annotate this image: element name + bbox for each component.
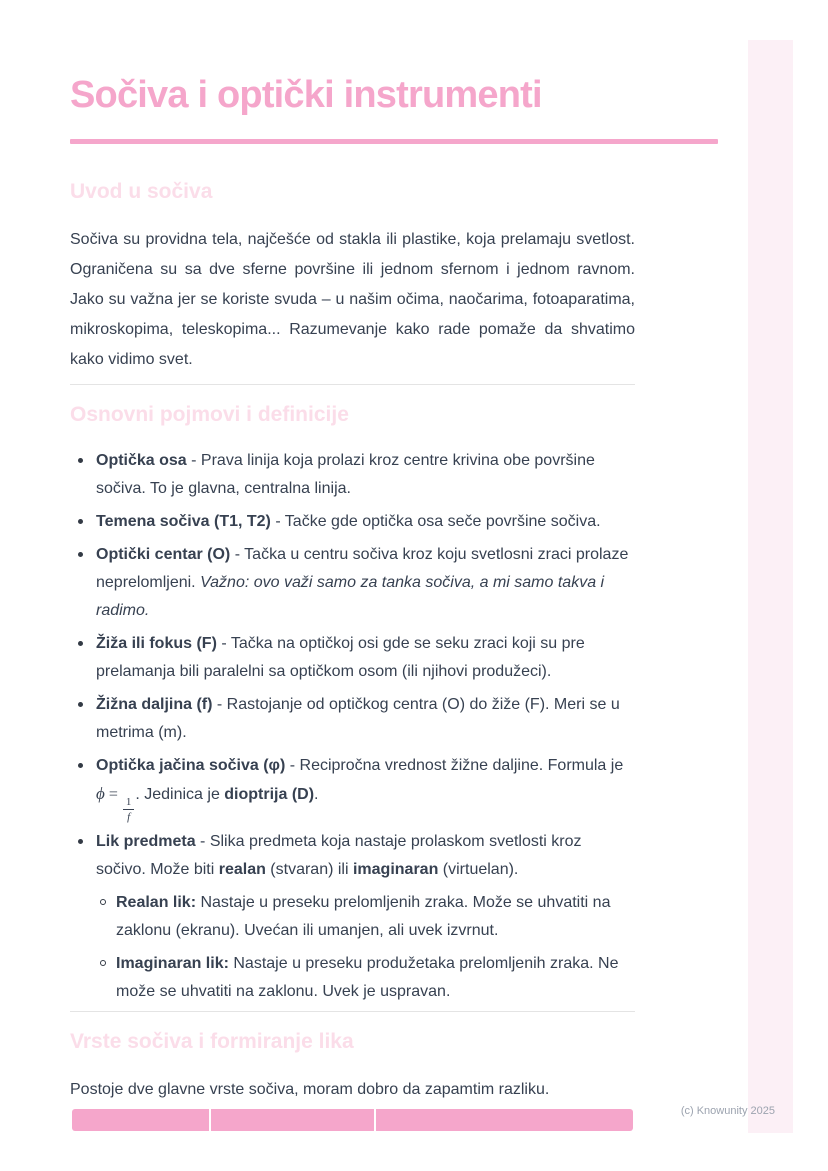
- definition-item: Realan lik: Nastaje u preseku prelomljenih zraka. Može se uhvatiti na zaklonu (ekranu). Uvećan ili umanjen, ali uvek izvrnut.: [92, 889, 635, 945]
- section-heading-pojmovi: Osnovni pojmovi i definicije: [70, 403, 349, 426]
- term-bold: realan: [218, 860, 266, 878]
- formula-phi-equals-one-over-f: ϕ = $\frac{1}{f}$: [96, 786, 135, 803]
- definitions-list: [70, 447, 635, 1006]
- term-bold: Imaginaran lik:: [116, 954, 229, 972]
- term-bold: Optička jačina sočiva (φ): [96, 757, 286, 774]
- definition-item: Temena sočiva (T1, T2) - Tačke gde optička osa seče površine sočiva.: [70, 508, 635, 536]
- term-bold: Žiža ili fokus (F): [96, 635, 217, 652]
- definition-item: Optička osa - Prava linija koja prolazi kroz centre krivina obe površine sočiva. To je glavna, centralna linija.: [70, 447, 635, 503]
- section-divider: [70, 384, 635, 385]
- table-header-row: [72, 1109, 633, 1131]
- definition-item: Imaginaran lik: Nastaje u preseku produžetaka prelomljenih zraka. Ne može se uhvatiti na zaklonu. Uvek je uspravan.: [92, 950, 635, 1006]
- page-title: Sočiva i optički instrumenti: [70, 74, 542, 116]
- section-divider: [70, 1011, 635, 1012]
- copyright-note: (c) Knowunity 2025: [680, 1105, 775, 1117]
- definition-item: Optički centar (O) - Tačka u centru sočiva kroz koju svetlosni zraci prolaze neprelomljeni. Važno: ovo važi samo za tanka sočiva, a mi samo takva i radimo.: [70, 541, 635, 625]
- circle-bullet-icon: [100, 899, 106, 905]
- disc-bullet-icon: [78, 763, 83, 768]
- term-bold: Temena sočiva (T1, T2): [96, 513, 271, 530]
- term-bold: Žižna daljina (f): [96, 696, 213, 713]
- table-header-cell: [376, 1109, 633, 1131]
- definition-item: Optička jačina sočiva (φ) - Recipročna vrednost žižne daljine. Formula je ϕ = $\frac{1}{f}$ . Jedinica je dioptrija (D).: [70, 752, 635, 823]
- term-bold: Optička osa: [96, 452, 187, 469]
- disc-bullet-icon: [78, 839, 83, 844]
- disc-bullet-icon: [78, 458, 83, 463]
- vrste-paragraph: Postoje dve glavne vrste sočiva, moram dobro da zapamtim razliku.: [70, 1080, 550, 1098]
- table-header-cell: [211, 1109, 374, 1131]
- note-italic: Važno: ovo važi samo za tanka sočiva, a mi samo takva i radimo.: [96, 574, 605, 619]
- term-bold: Optički centar (O): [96, 546, 231, 563]
- section-heading-vrste: Vrste sočiva i formiranje lika: [70, 1029, 354, 1053]
- term-bold: imaginaran: [352, 860, 439, 878]
- section-heading-uvod: Uvod u sočiva: [70, 180, 213, 203]
- definition-item: Lik predmeta - Slika predmeta koja nastaje prolaskom svetlosti kroz sočivo. Može biti realan (stvaran) ili imaginaran (virtuelan).: [70, 828, 635, 884]
- disc-bullet-icon: [78, 552, 83, 557]
- disc-bullet-icon: [78, 702, 83, 707]
- disc-bullet-icon: [78, 641, 83, 646]
- page-content: [70, 0, 635, 1105]
- definition-item: Žiža ili fokus (F) - Tačka na optičkoj osi gde se seku zraci koji su pre prelamanja bili paralelni sa optičkom osom (ili njihovi produžeci).: [70, 630, 635, 686]
- term-bold: dioptrija (D): [224, 786, 315, 803]
- term-bold: Realan lik:: [116, 893, 197, 911]
- table-header-cell: [72, 1109, 209, 1131]
- intro-paragraph: Sočiva su providna tela, najčešće od stakla ili plastike, koja prelamaju svetlost. Ograničena su sa dve sferne površine ili jednom sfernom i jednom ravnom. Jako su važna jer se koriste svuda – u našim očima, naočarima, fotoaparatima, mikroskopima, teleskopima... Razumevanje kako rade pomaže da shvatimo kako vidimo svet.: [70, 231, 635, 368]
- term-bold: Lik predmeta: [96, 832, 196, 850]
- definition-item: Žižna daljina (f) - Rastojanje od optičkog centra (O) do žiže (F). Meri se u metrima (m).: [70, 691, 635, 747]
- title-underline-rule: [70, 139, 718, 144]
- circle-bullet-icon: [100, 960, 106, 966]
- right-accent-bar: [748, 40, 793, 1133]
- disc-bullet-icon: [78, 519, 83, 524]
